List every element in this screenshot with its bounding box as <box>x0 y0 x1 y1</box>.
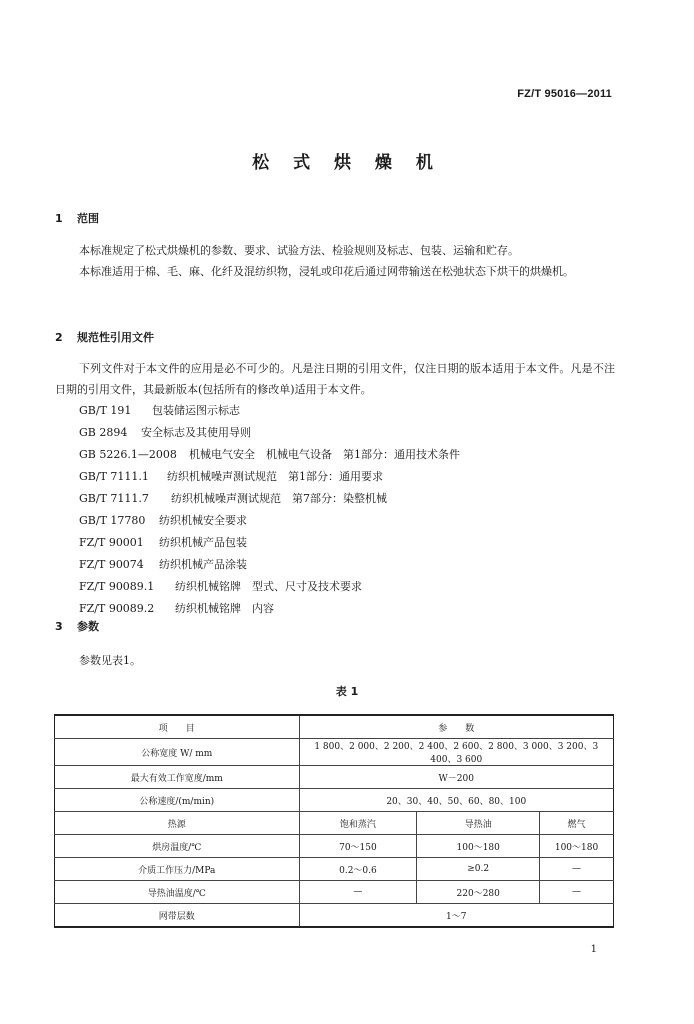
section-1-heading <box>55 210 99 226</box>
reference-title: 纺织机械铭牌 型式、尺寸及技术要求 <box>175 580 362 593</box>
section-2-heading <box>55 329 154 345</box>
row-label: 介质工作压力/MPa <box>55 858 300 881</box>
table-cell: 导热油 <box>417 812 540 835</box>
table-cell: 饱和蒸汽 <box>299 812 417 835</box>
reference-item <box>79 400 460 422</box>
table-cell: — <box>540 881 614 904</box>
section-2-intro <box>55 358 615 400</box>
reference-title: 纺织机械噪声测试规范 第7部分：染整机械 <box>171 492 387 505</box>
paragraph: 本标准适用于棉、毛、麻、化纤及混纺织物，浸轧或印花后通过网带输送在松弛状态下烘干的烘燥机。 <box>79 265 574 278</box>
reference-code: FZ/T 90001 <box>79 536 144 549</box>
table-row <box>55 812 614 835</box>
table-cell: 100～180 <box>417 835 540 858</box>
reference-list <box>79 400 460 620</box>
standard-code: FZ/T 95016—2011 <box>517 88 612 100</box>
table-cell: 220～280 <box>417 881 540 904</box>
reference-item <box>79 488 460 510</box>
table-header-cell: 项 目 <box>55 715 300 739</box>
row-label: 网带层数 <box>55 904 300 928</box>
table-header-row <box>55 715 614 739</box>
reference-code: FZ/T 90089.1 <box>79 580 155 593</box>
table-caption: 表 1 <box>335 685 359 698</box>
reference-title: 纺织机械噪声测试规范 第1部分：通用要求 <box>167 470 383 483</box>
reference-item <box>79 598 460 620</box>
paragraph: 参数见表1。 <box>79 654 141 667</box>
table-cell: 1～7 <box>299 904 613 928</box>
table-row <box>55 858 614 881</box>
table-cell: — <box>540 858 614 881</box>
reference-code: GB/T 191 <box>79 404 132 417</box>
row-label: 导热油温度/℃ <box>55 881 300 904</box>
section-number: 3 <box>55 620 63 633</box>
row-label: 公称速度/(m/min) <box>55 789 300 812</box>
reference-code: FZ/T 90074 <box>79 558 144 571</box>
parameter-table <box>54 714 614 928</box>
row-label: 烘房温度/℃ <box>55 835 300 858</box>
reference-code: GB/T 17780 <box>79 514 146 527</box>
reference-title: 纺织机械安全要求 <box>159 514 247 527</box>
reference-title: 纺织机械铭牌 内容 <box>175 602 274 615</box>
row-label: 公称宽度 W/ mm <box>55 739 300 766</box>
row-label: 热源 <box>55 812 300 835</box>
page-number: 1 <box>590 944 597 955</box>
section-3-heading <box>55 618 99 634</box>
reference-code: GB 2894 <box>79 426 128 439</box>
section-title: 规范性引用文件 <box>77 331 154 344</box>
table-cell: — <box>299 881 417 904</box>
reference-title: 纺织机械产品涂装 <box>159 558 247 571</box>
table-header-cell: 参 数 <box>299 715 613 739</box>
reference-title: 机械电气安全 机械电气设备 第1部分：通用技术条件 <box>189 448 460 461</box>
reference-title: 纺织机械产品包装 <box>159 536 247 549</box>
paragraph: 本标准规定了松式烘燥机的参数、要求、试验方法、检验规则及标志、包装、运输和贮存。 <box>79 244 519 257</box>
section-title: 范围 <box>77 212 99 225</box>
table-cell: W－200 <box>299 766 613 789</box>
table-row <box>55 835 614 858</box>
paragraph: 下列文件对于本文件的应用是必不可少的。凡是注日期的引用文件，仅注日期的版本适用于本文件。凡是不注日期的引用文件，其最新版本(包括所有的修改单)适用于本文件。 <box>55 362 615 396</box>
document-title: 松 式 烘 燥 机 <box>252 153 442 173</box>
table-cell: 100～180 <box>540 835 614 858</box>
section-number: 1 <box>55 212 63 225</box>
reference-item <box>79 576 460 598</box>
section-3-intro <box>55 650 615 671</box>
table-cell: 1 800、2 000、2 200、2 400、2 600、2 800、3 000、3 200、3 400、3 600 <box>299 739 613 766</box>
reference-item <box>79 510 460 532</box>
table-row <box>55 881 614 904</box>
table-cell: ≥0.2 <box>417 858 540 881</box>
row-label: 最大有效工作宽度/mm <box>55 766 300 789</box>
reference-item <box>79 422 460 444</box>
table-row <box>55 766 614 789</box>
table-cell: 燃气 <box>540 812 614 835</box>
table-cell: 20、30、40、50、60、80、100 <box>299 789 613 812</box>
reference-code: GB/T 7111.1 <box>79 470 149 483</box>
table-row <box>55 739 614 766</box>
reference-code: FZ/T 90089.2 <box>79 602 155 615</box>
section-title: 参数 <box>77 620 99 633</box>
section-1-body <box>55 240 615 282</box>
reference-code: GB/T 7111.7 <box>79 492 149 505</box>
table-cell: 0.2～0.6 <box>299 858 417 881</box>
reference-code: GB 5226.1—2008 <box>79 448 177 461</box>
table-cell: 70～150 <box>299 835 417 858</box>
reference-item <box>79 554 460 576</box>
table-row <box>55 904 614 928</box>
reference-title: 包装储运图示标志 <box>152 404 240 417</box>
reference-title: 安全标志及其使用导则 <box>141 426 251 439</box>
reference-item <box>79 532 460 554</box>
table-row <box>55 789 614 812</box>
section-number: 2 <box>55 331 63 344</box>
reference-item <box>79 444 460 466</box>
reference-item <box>79 466 460 488</box>
